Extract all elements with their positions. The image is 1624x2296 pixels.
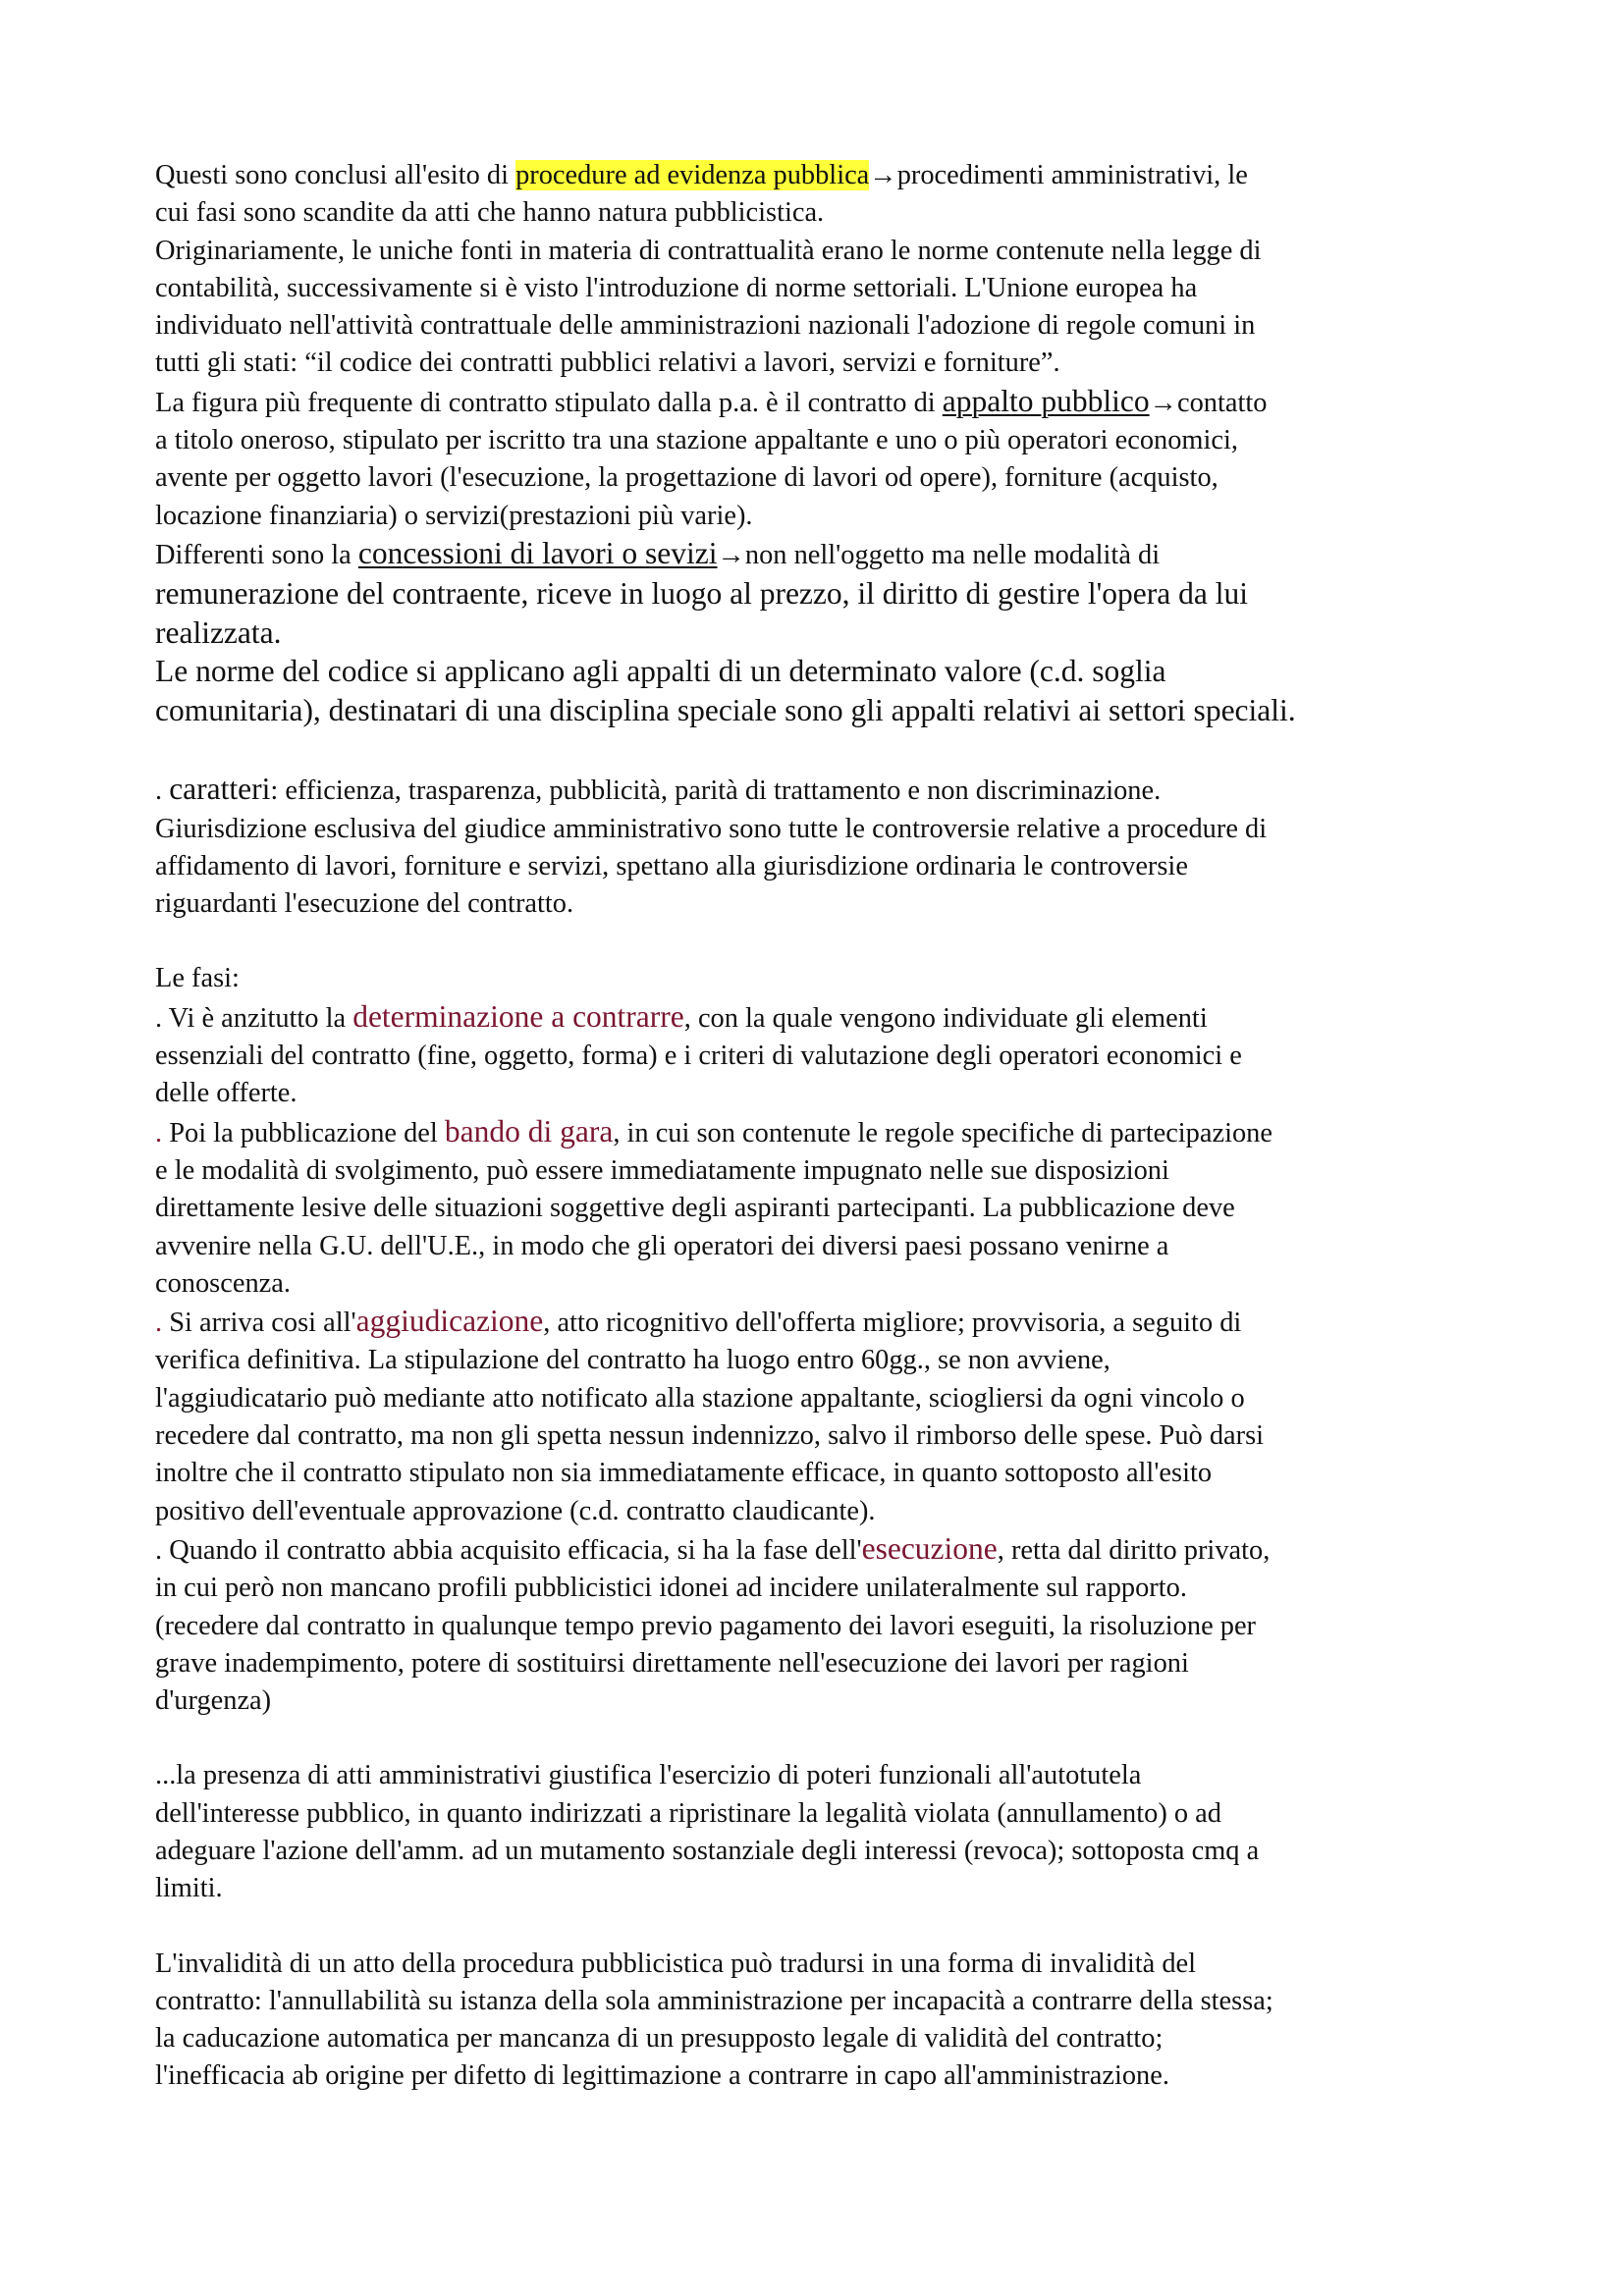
paragraph-appalto-pubblico [155,383,1495,535]
text-line: remunerazione del contraente, riceve in luogo al prezzo, il diritto di gestire l'opera da lui [155,576,1248,612]
key-term: caratteri [169,772,271,807]
term-determinazione: determinazione a contrarre [352,998,684,1034]
text-line: avente per oggetto lavori (l'esecuzione, la progettazione di lavori od opere), forniture (acquisto, [155,462,1218,494]
fase-esecuzione [155,1530,1495,1720]
text-line: delle offerte. [155,1078,298,1109]
text-line: contratto: l'annullabilità su istanza della sola amministrazione per incapacità a contrarre della stessa; [155,1985,1273,2016]
text-line: in cui però non mancano profili pubblicistici idonei ad incidere unilateralmente sul rapporto. [155,1573,1187,1604]
bullet-dot: . [155,1117,163,1148]
text-line: recedere dal contratto, ma non gli spetta nessun indennizzo, salvo il rimborso delle spese. Può darsi [155,1420,1265,1452]
text-line: conoscenza. [155,1267,291,1299]
term-aggiudicazione: aggiudicazione [355,1304,544,1339]
section-heading: Le fasi: [155,963,240,994]
text-line: inoltre che il contratto stipulato non sia immediatamente efficace, in quanto sottoposto all'esito [155,1458,1213,1489]
text-line [155,770,1495,810]
text-line: locazione finanziaria) o servizi(prestazioni più varie). [155,500,753,531]
text-span: . Vi è anzitutto la [155,1002,353,1034]
text-span: , con la quale vengono individuate gli elementi [683,1002,1208,1034]
text-line: contabilità, successivamente si è visto l'introduzione di norme settoriali. L'Unione europea ha [155,272,1198,303]
text-line [155,998,1495,1038]
text-span: . Quando il contratto abbia acquisito efficacia, si ha la fase dell' [155,1534,862,1566]
text-span: →procedimenti amministrativi, le [869,160,1248,190]
text-line: avvenire nella G.U. dell'U.E., in modo che gli operatori dei diversi paesi possano venirne a [155,1230,1169,1261]
text-line: direttamente lesive delle situazioni soggettive degli aspiranti partecipanti. La pubblicazione deve [155,1193,1235,1224]
text-line: individuato nell'attività contrattuale delle amministrazioni nazionali l'adozione di regole comuni in [155,310,1256,342]
text-span: Questi sono conclusi all'esito di [155,160,516,190]
fase-bando [155,1113,1495,1303]
text-span: La figura più frequente di contratto stipulato dalla p.a. è il contratto di [155,387,943,418]
text-line: essenziali del contratto (fine, oggetto, forma) e i criteri di valutazione degli operatori economici e [155,1041,1242,1072]
text-span: . [155,775,170,807]
text-line: realizzata. [155,614,282,650]
text-line [155,535,1495,574]
text-line: l'inefficacia ab origine per difetto di legittimazione a contrarre in capo all'amministrazione. [155,2060,1169,2092]
text-line: Giurisdizione esclusiva del giudice amministrativo sono tutte le controversie relative a procedure di [155,813,1268,844]
text-line: dell'interesse pubblico, in quanto indirizzati a ripristinare la legalità violata (annullamento) o ad [155,1797,1221,1829]
paragraph-invalidita [155,1946,1495,2096]
paragraph-caratteri [155,770,1495,923]
bullet-dot: . [155,1308,163,1339]
text-line: riguardanti l'esecuzione del contratto. [155,888,574,920]
fase-determinazione [155,998,1495,1113]
text-line [155,1113,1495,1152]
text-line [155,1303,1495,1342]
text-span: Differenti sono la [155,539,358,570]
text-line: d'urgenza) [155,1685,272,1717]
highlighted-term: procedure ad evidenza pubblica [515,160,870,190]
text-line: l'aggiudicatario può mediante atto notificato alla stazione appaltante, sciogliersi da ogni vincolo o [155,1382,1245,1414]
text-line: grave inadempimento, potere di sostituirsi direttamente nell'esecuzione dei lavori per ragioni [155,1647,1189,1679]
text-span: , atto ricognitivo dell'offerta migliore; provvisoria, a seguito di [543,1308,1242,1339]
text-span: : efficienza, trasparenza, pubblicità, parità di trattamento e non discriminazione. [270,775,1162,807]
paragraph-autotutela [155,1757,1495,1907]
text-line: a titolo oneroso, stipulato per iscritto tra una stazione appaltante e uno o più operatori economici, [155,425,1238,456]
text-span: Poi la pubblicazione del [162,1117,445,1148]
text-line: limiti. [155,1873,223,1904]
text-line: la caducazione automatica per mancanza di un presupposto legale di validità del contratto; [155,2023,1164,2055]
text-line: adeguare l'azione dell'amm. ad un mutamento sostanziale degli interessi (revoca); sottoposta cmq a [155,1835,1260,1866]
text-line: tutti gli stati: “il codice dei contratti pubblici relativi a lavori, servizi e forniture”. [155,347,1060,379]
section-fasi [155,960,1495,1720]
text-line: comunitaria), destinatari di una disciplina speciale sono gli appalti relativi ai settori speciali. [155,692,1296,727]
text-line: (recedere dal contratto in qualunque tempo previo pagamento dei lavori eseguiti, la risoluzione per [155,1610,1257,1641]
text-line: L'invalidità di un atto della procedura pubblicistica può tradursi in una forma di invalidità del [155,1948,1197,1979]
text-line: affidamento di lavori, forniture e servizi, spettano alla giurisdizione ordinaria le controversie [155,850,1188,881]
text-line: ...la presenza di atti amministrativi giustifica l'esercizio di poteri funzionali all'autotutela [155,1760,1142,1791]
text-span: →contatto [1149,387,1268,418]
underlined-term: appalto pubblico [942,383,1150,418]
text-line: positivo dell'eventuale approvazione (c.d. contratto claudicante). [155,1495,876,1526]
text-line: cui fasi sono scandite da atti che hanno natura pubblicistica. [155,197,825,229]
text-line: verifica definitiva. La stipulazione del contratto ha luogo entro 60gg., se non avviene, [155,1345,1110,1376]
document-page [155,157,1495,2096]
term-bando: bando di gara [444,1113,614,1148]
underlined-term: concessioni di lavori o sevizi [357,535,718,570]
paragraph-norme-codice [155,652,1495,729]
text-line: e le modalità di svolgimento, può essere immediatamente impugnato nelle sue disposizioni [155,1154,1169,1186]
text-span: , in cui son contenute le regole specifiche di partecipazione [613,1117,1272,1148]
text-line [155,383,1495,422]
text-line [155,157,1495,194]
text-line: Le norme del codice si applicano agli appalti di un determinato valore (c.d. soglia [155,654,1166,689]
paragraph-concessioni [155,535,1495,652]
text-line [155,1530,1495,1570]
term-esecuzione: esecuzione [861,1530,998,1566]
text-span: Si arriva cosi all' [162,1308,356,1339]
paragraph-evidenza-pubblica [155,157,1495,383]
text-span: , retta dal diritto privato, [997,1534,1271,1566]
fase-aggiudicazione [155,1303,1495,1530]
text-line: Originariamente, le uniche fonti in materia di contrattualità erano le norme contenute nella legge di [155,235,1262,266]
text-span: →non nell'oggetto ma nelle modalità di [717,539,1161,570]
